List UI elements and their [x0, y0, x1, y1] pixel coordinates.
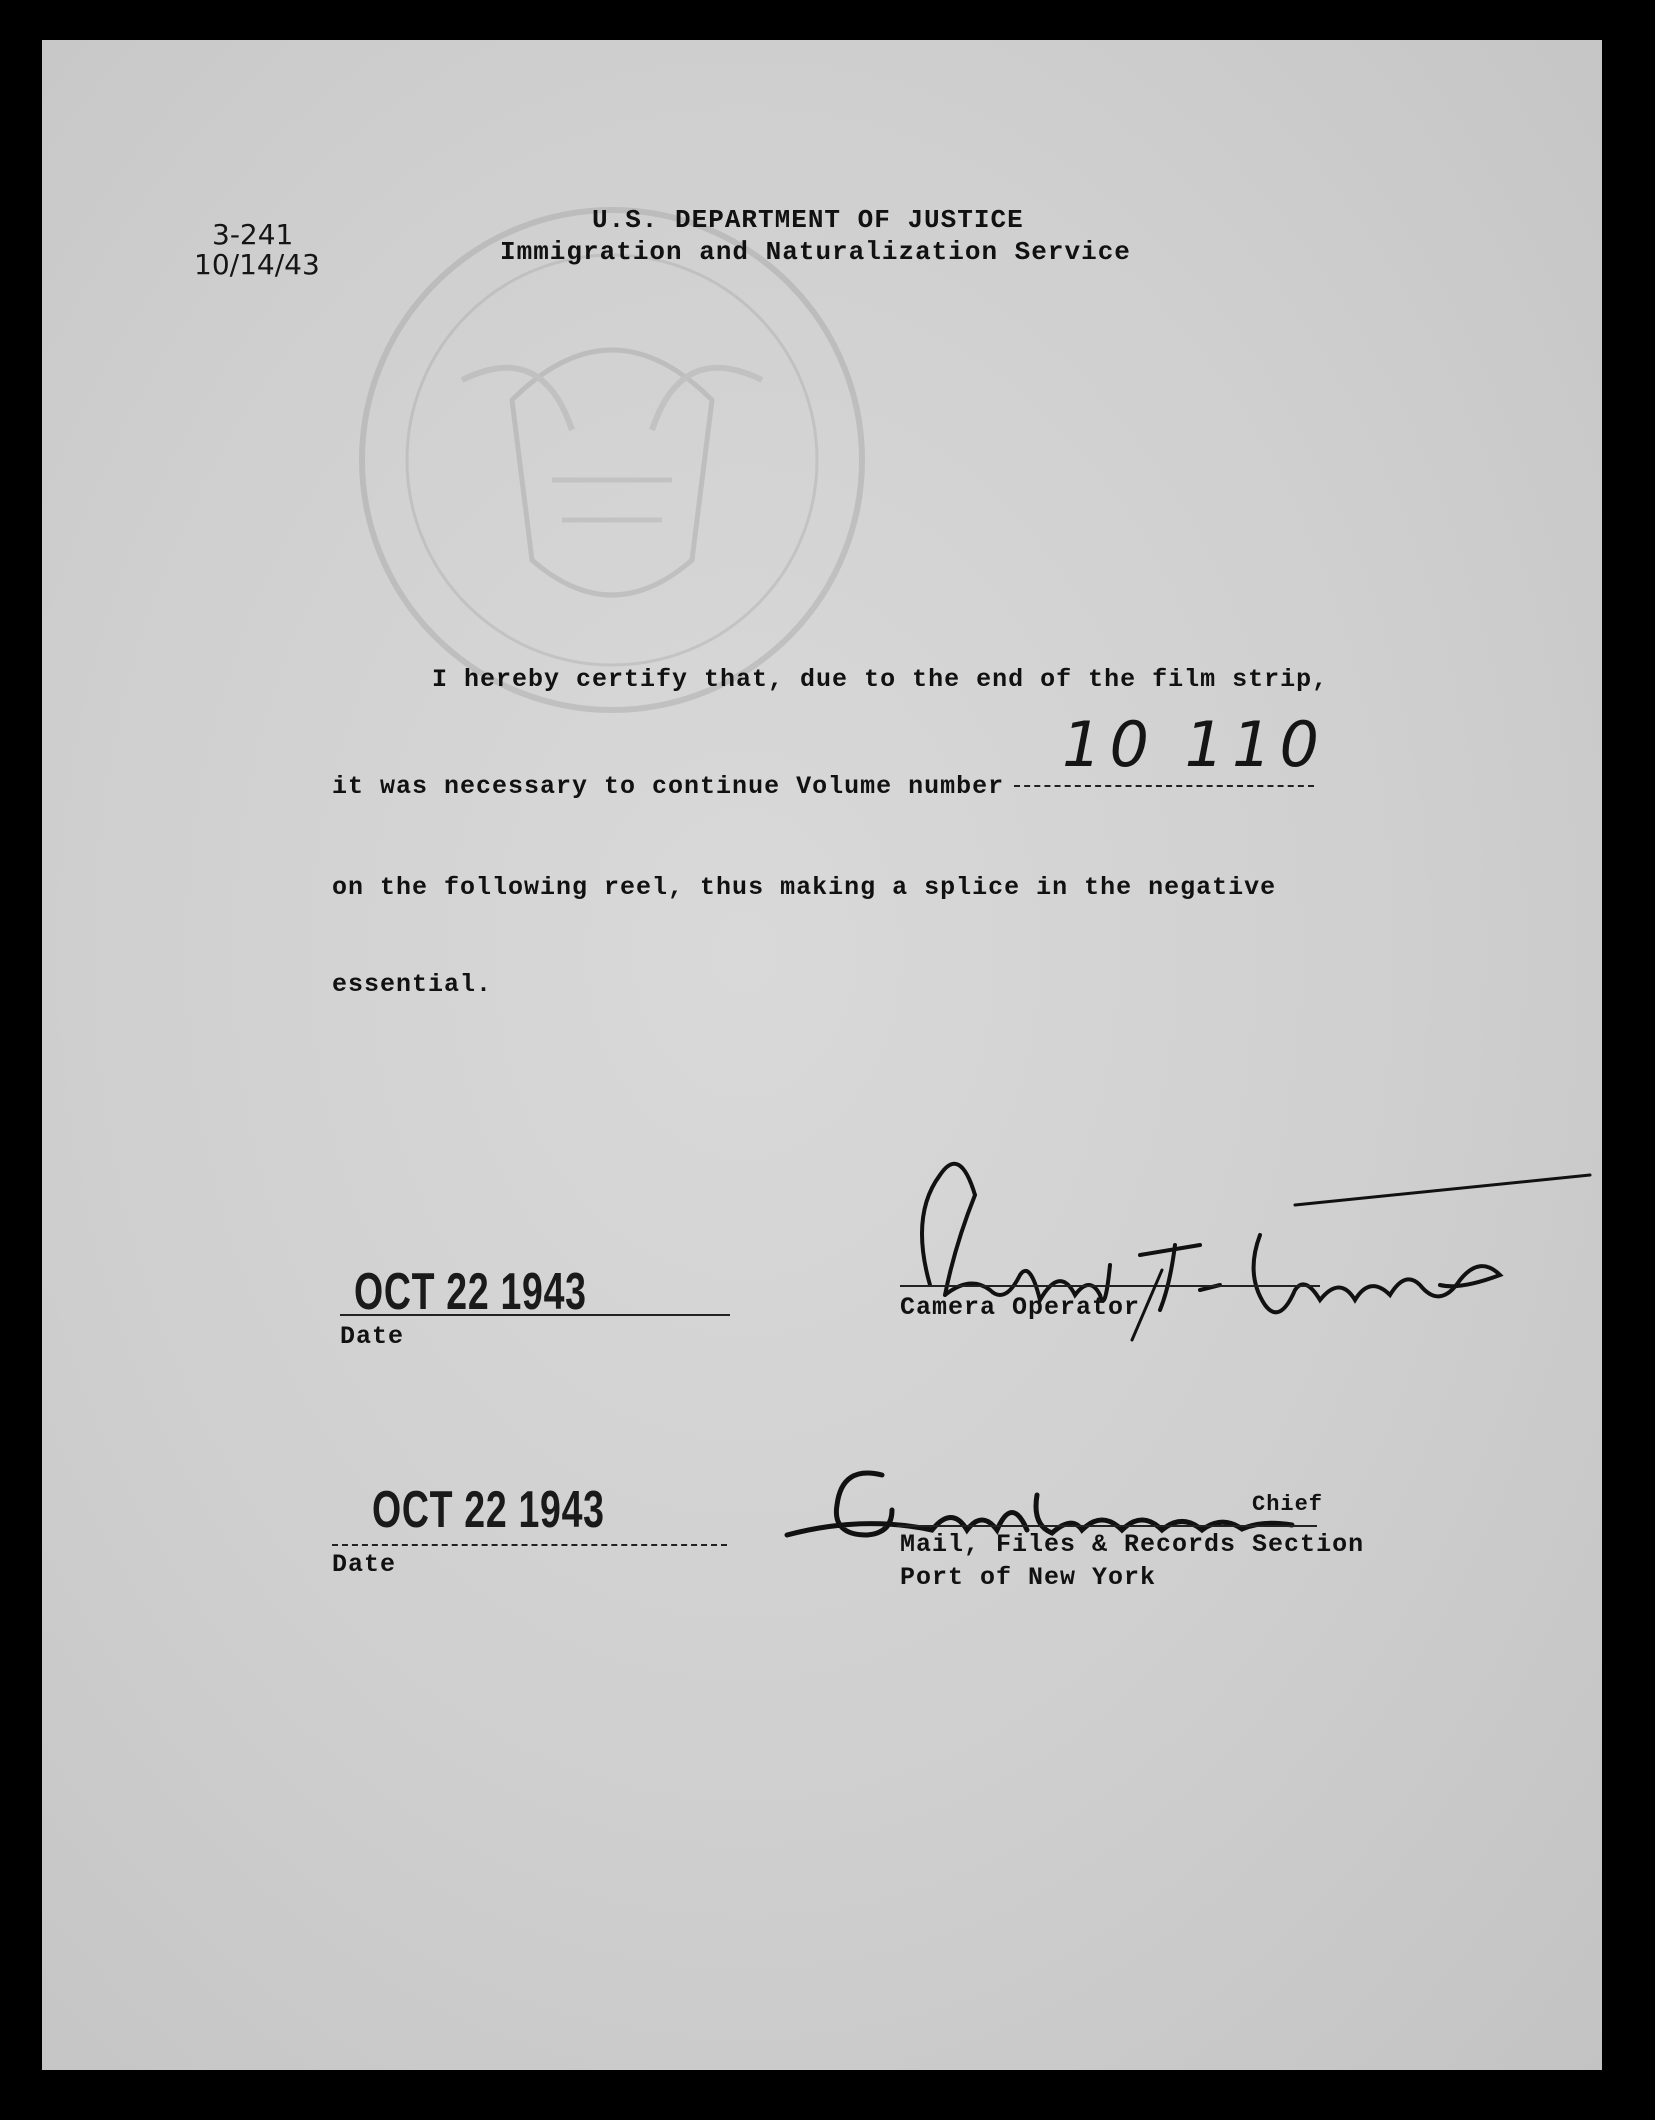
volume-number: 10 110 [1062, 708, 1327, 781]
form-number: 3-241 [212, 218, 294, 251]
camera-operator-line [900, 1285, 1320, 1287]
certify-line-1: I hereby certify that, due to the end of the film strip, [432, 665, 1329, 694]
date-line-2 [332, 1544, 727, 1546]
camera-operator-signature [900, 1125, 1600, 1365]
date-label-2: Date [332, 1550, 397, 1579]
stamped-date-2: OCT 22 1943 [372, 1481, 605, 1539]
certify-line-4: essential. [332, 970, 493, 999]
port-label: Port of New York [900, 1563, 1157, 1592]
signature-tail-stroke [1127, 1265, 1167, 1345]
date-line-1 [340, 1314, 730, 1316]
date-label-1: Date [340, 1322, 405, 1351]
department-heading: U.S. DEPARTMENT OF JUSTICE [592, 205, 1024, 235]
service-heading: Immigration and Naturalization Service [500, 237, 1131, 267]
form-date: 10/14/43 [194, 248, 320, 281]
volume-number-line [1014, 785, 1314, 787]
camera-operator-label: Camera Operator [900, 1293, 1141, 1322]
document-page [42, 40, 1602, 2070]
stamped-date-1: OCT 22 1943 [354, 1263, 587, 1321]
chief-label: Chief [1252, 1492, 1324, 1517]
chief-signature-line [897, 1525, 1317, 1527]
section-label: Mail, Files & Records Section [900, 1530, 1365, 1559]
certify-line-2: it was necessary to continue Volume number [332, 772, 1005, 801]
certify-line-3: on the following reel, thus making a splice in the negative [332, 873, 1277, 902]
